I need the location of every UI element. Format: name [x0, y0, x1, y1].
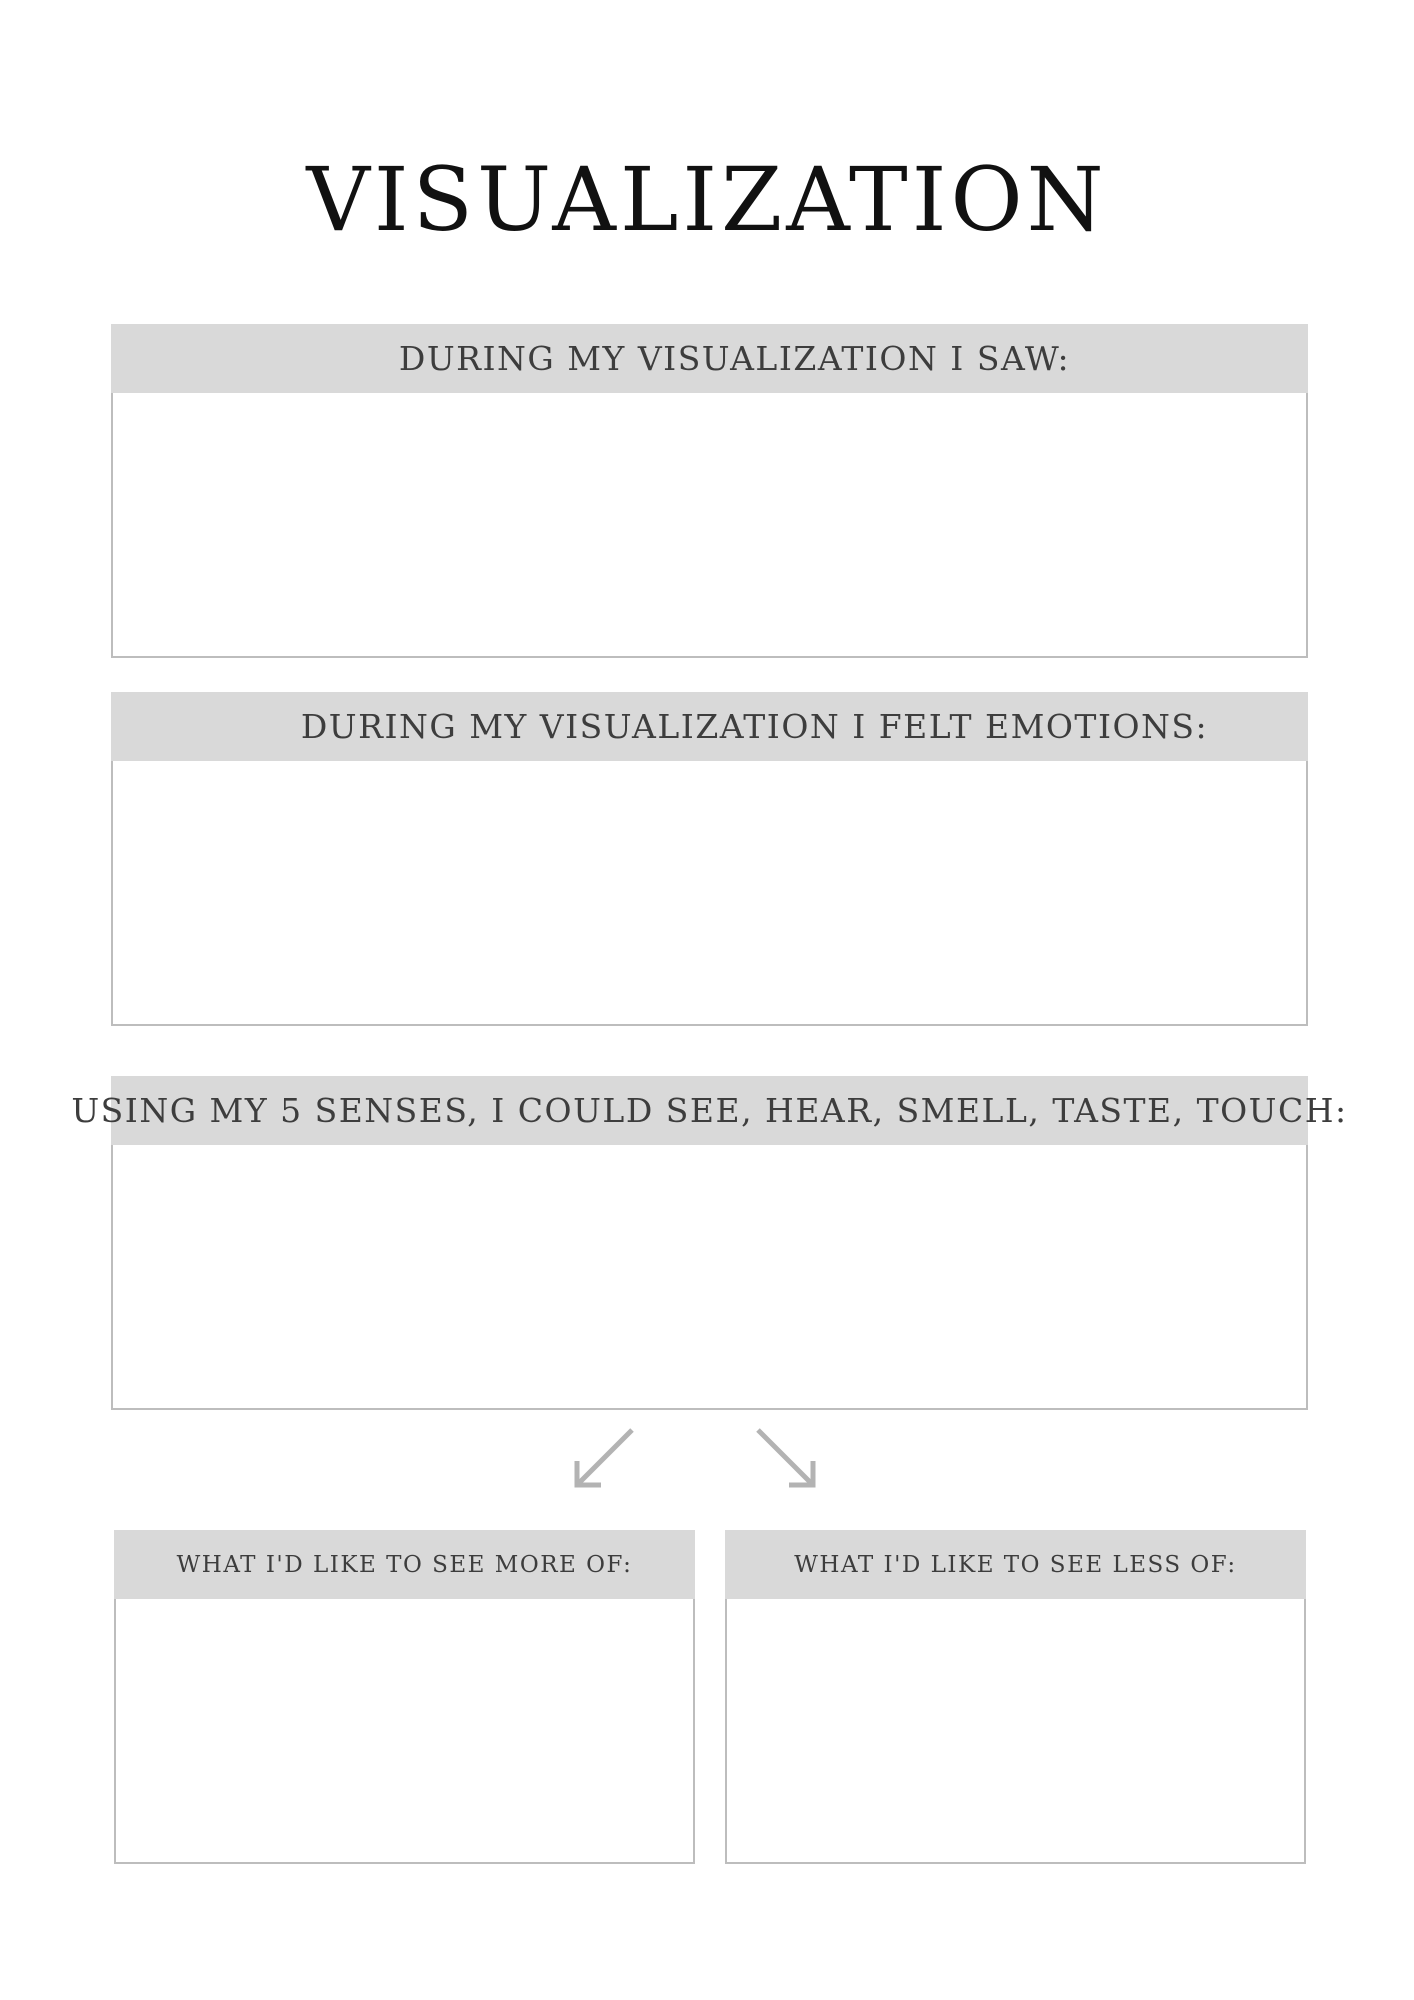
- writing-area-less-of[interactable]: [727, 1599, 1304, 1862]
- arrow-down-left-icon: [577, 1430, 632, 1485]
- section-header-saw: [111, 324, 1308, 393]
- section-header-less-of: [725, 1530, 1306, 1599]
- section-label-more-of: WHAT I'D LIKE TO SEE MORE OF:: [176, 1551, 633, 1578]
- section-label-less-of: WHAT I'D LIKE TO SEE LESS OF:: [794, 1551, 1237, 1578]
- section-saw: [111, 324, 1308, 658]
- section-less-of: [725, 1530, 1306, 1864]
- section-label-emotions: DURING MY VISUALIZATION I FELT EMOTIONS:: [300, 707, 1209, 746]
- section-header-more-of: [114, 1530, 695, 1599]
- section-header-senses: [71, 1076, 1348, 1145]
- writing-area-saw[interactable]: [113, 393, 1306, 656]
- arrow-down-right-icon: [758, 1430, 813, 1485]
- section-label-saw: DURING MY VISUALIZATION I SAW:: [398, 339, 1071, 378]
- writing-area-more-of[interactable]: [116, 1599, 693, 1862]
- section-senses: [71, 1076, 1348, 1410]
- section-more-of: [114, 1530, 695, 1864]
- section-label-senses: USING MY 5 SENSES, I COULD SEE, HEAR, SMELL, TASTE, TOUCH:: [71, 1091, 1348, 1130]
- section-emotions: [111, 692, 1308, 1026]
- writing-area-senses[interactable]: [113, 1145, 1306, 1408]
- page-title: VISUALIZATION: [306, 148, 1108, 251]
- writing-area-emotions[interactable]: [113, 761, 1306, 1024]
- section-header-emotions: [111, 692, 1308, 761]
- arrows-group: [560, 1420, 830, 1500]
